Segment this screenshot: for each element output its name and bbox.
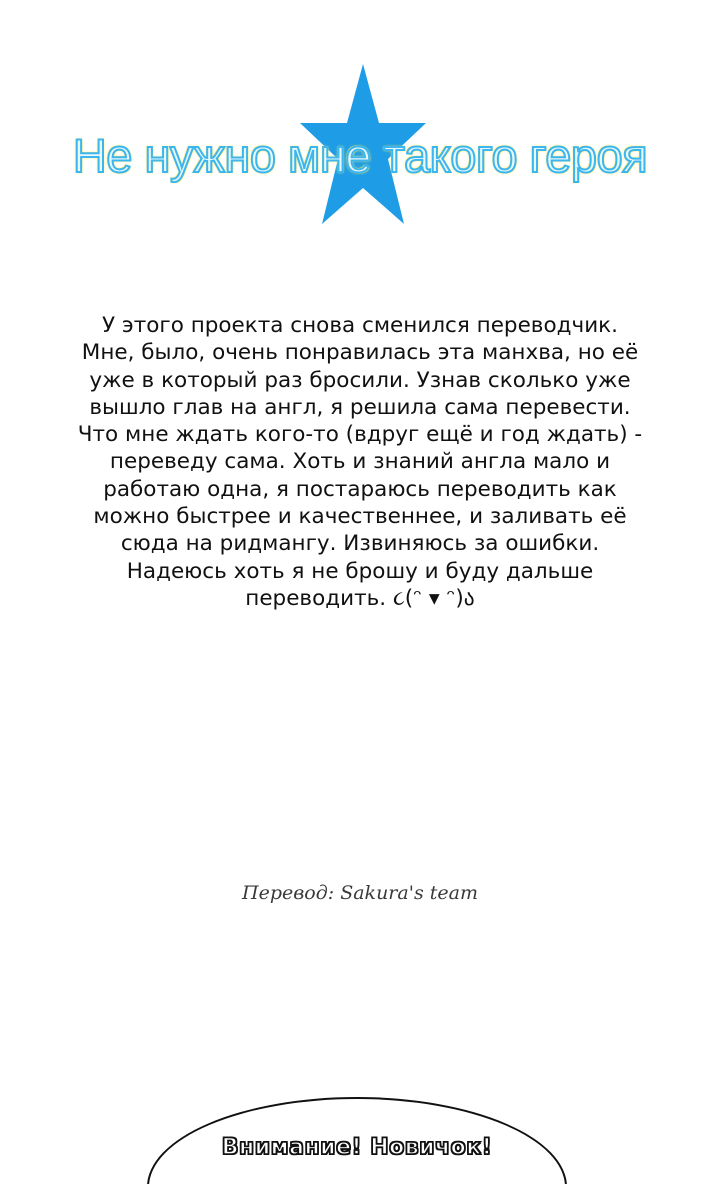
note-line: можно быстрее и качественнее, и заливать её (93, 504, 627, 530)
note-line: работаю одна, я постараюсь переводить как (103, 476, 617, 502)
note-line: У этого проекта снова сменился переводчик. (102, 313, 618, 338)
note-line: Надеюсь хоть я не брошу и буду дальше (126, 558, 594, 584)
translation-credit: Перевод: Sakura's team (242, 882, 478, 904)
note-line: переведу сама. Хоть и знаний англа мало и (109, 449, 611, 475)
note-line: переводить. ૮(ᵔ ▾ ᵔ)ა (245, 585, 475, 611)
bubble-caption: Внимание! Новичок! (221, 1135, 493, 1160)
page-title: Не нужно мне такого героя (72, 129, 648, 182)
translator-note (60, 312, 660, 612)
note-line: Мне, было, очень понравилась эта манхва, но её (81, 340, 639, 366)
note-line: вышло глав на англ, я решила сама перевести. (89, 394, 631, 420)
note-line: сюда на ридмангу. Извиняюсь за ошибки. (120, 531, 600, 557)
note-line: уже в который раз бросили. Узнав сколько уже (89, 367, 631, 393)
title-banner (0, 60, 720, 230)
note-line: Что мне ждать кого-то (вдруг ещё и год ждать) - (77, 422, 643, 448)
speech-bubble (147, 1097, 567, 1184)
